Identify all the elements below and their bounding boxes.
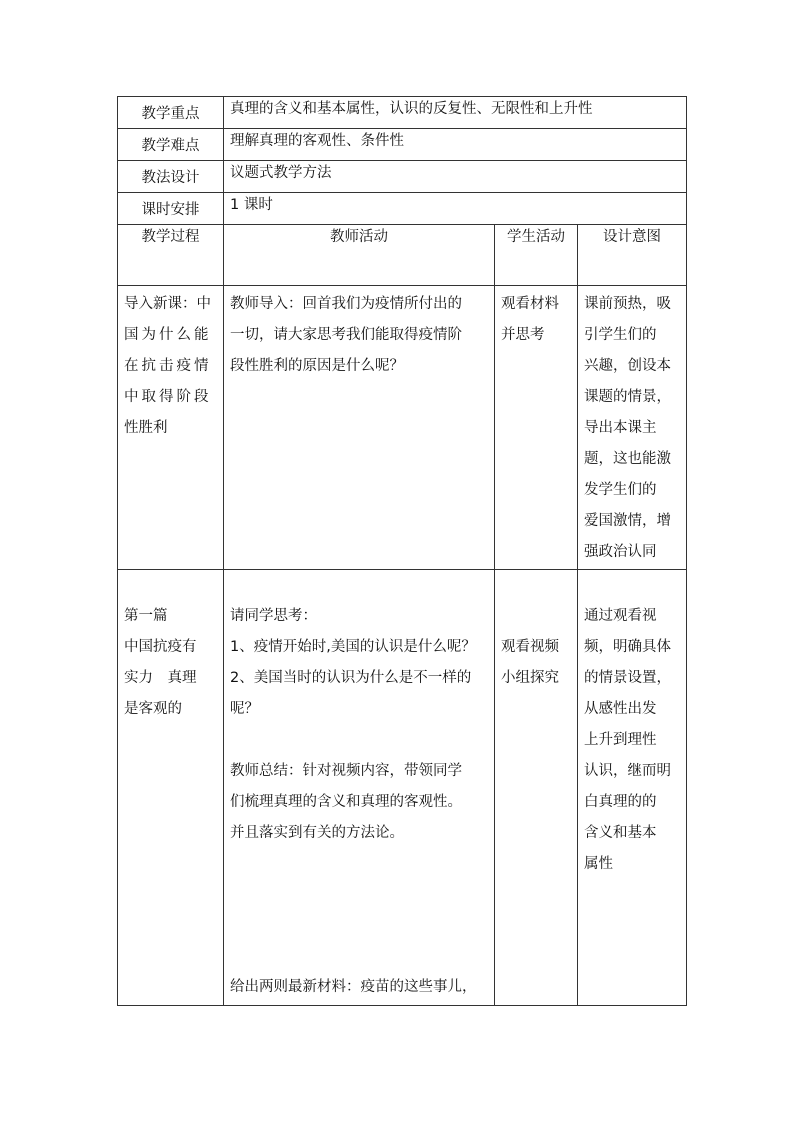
chapter-teacher: 请同学思考： 1、疫情开始时,美国的认识是什么呢？ 2、美国当时的认识为什么是不一样的 呢？ 教师总结：针对视频内容，带领同学 们梳理真理的含义和真理的客观性。 并且落实到有关的方法论。 给出两则最新材料：疫苗的这些事儿，: [224, 570, 495, 1006]
info-row-difficulty: [118, 129, 687, 161]
chapter-intent: 通过观看视 频，明确具体 的情景设置， 从感性出发 上升到理性 认识，继而明 白真理的的 含义和基本 属性: [578, 570, 687, 1006]
label-hours: 课时安排: [118, 193, 224, 225]
header-row: [118, 225, 687, 286]
header-intent: 设计意图: [578, 225, 687, 286]
header-process: 教学过程: [118, 225, 224, 286]
chapter-process: 第一篇 中国抗疫有 实力 真理 是客观的: [118, 570, 224, 1006]
label-difficulty: 教学难点: [118, 129, 224, 161]
info-row-hours: [118, 193, 687, 225]
more-materials: 给出两则最新材料：疫苗的这些事儿，: [230, 979, 477, 995]
info-row-method: [118, 161, 687, 193]
value-difficulty: 理解真理的客观性、条件性: [224, 129, 687, 161]
label-method: 教法设计: [118, 161, 224, 193]
label-focus: 教学重点: [118, 97, 224, 129]
header-teacher: 教师活动: [224, 225, 495, 286]
row-intro: [118, 286, 687, 570]
value-hours: 1 课时: [224, 193, 687, 225]
intro-teacher: 教师导入：回首我们为疫情所付出的 一切，请大家思考我们能取得疫情阶 段性胜利的原因是什么呢？: [224, 286, 495, 570]
value-method: 议题式教学方法: [224, 161, 687, 193]
row-chapter-one: [118, 570, 687, 1006]
intro-student: 观看材料 并思考: [495, 286, 578, 570]
intro-intent: 课前预热，吸 引学生们的 兴趣，创设本 课题的情景， 导出本课主 题，这也能激 发学生们的 爱国激情，增 强政治认同: [578, 286, 687, 570]
chapter-student: 观看视频 小组探究: [495, 570, 578, 1006]
info-row-focus: [118, 97, 687, 129]
intro-process: 导入新课：中 国为什么能 在抗击疫情 中取得阶段 性胜利: [118, 286, 224, 570]
value-focus: 真理的含义和基本属性，认识的反复性、无限性和上升性: [224, 97, 687, 129]
lesson-plan-table: [117, 96, 687, 1006]
header-student: 学生活动: [495, 225, 578, 286]
